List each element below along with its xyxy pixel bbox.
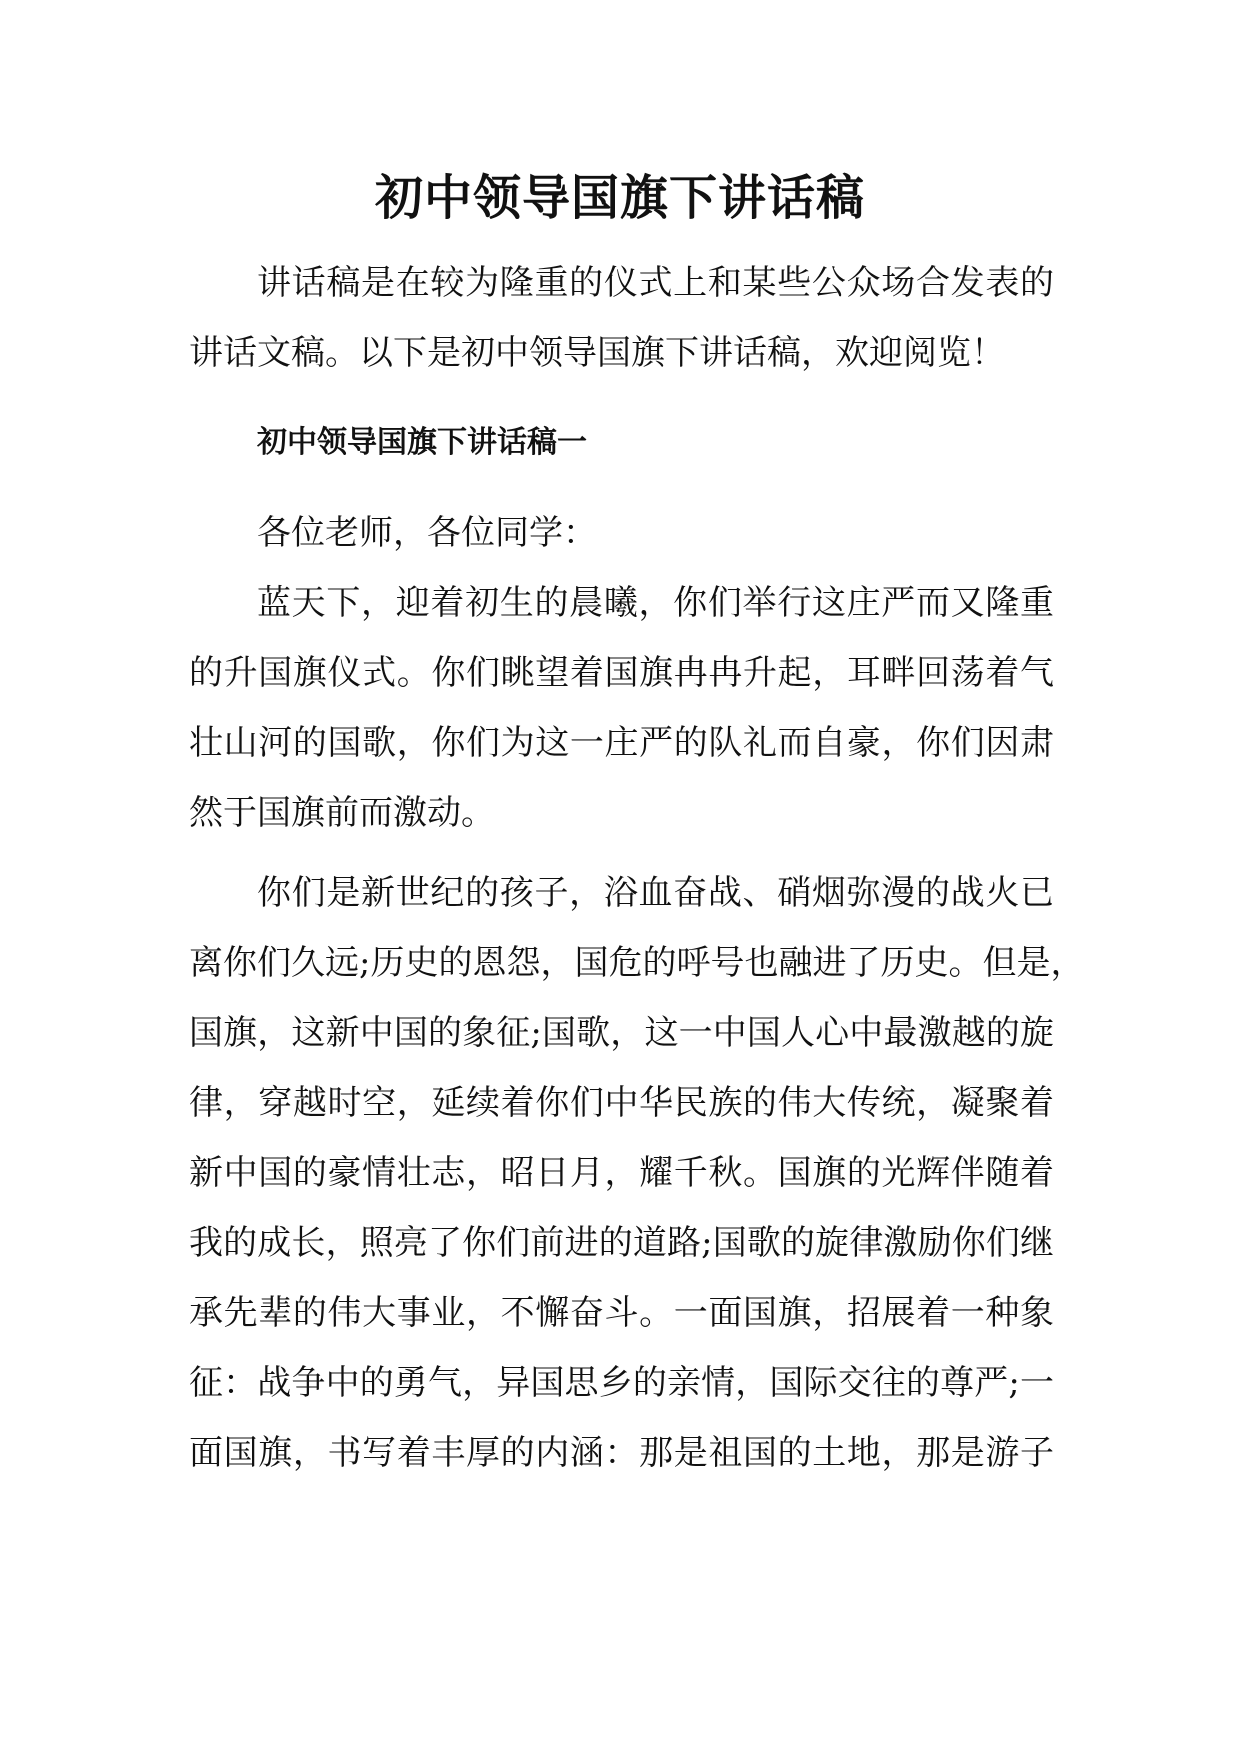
paragraph-line: 你们是新世纪的孩子，浴血奋战、硝烟弥漫的战火已 xyxy=(257,873,1054,913)
paragraph-line: 承先辈的伟大事业，不懈奋斗。一面国旗，招展着一种象 xyxy=(189,1293,1054,1333)
paragraph-line: 然于国旗前而激动。 xyxy=(189,793,495,833)
paragraph-line: 的升国旗仪式。你们眺望着国旗冉冉升起，耳畔回荡着气 xyxy=(189,653,1054,693)
paragraph-line: 面国旗，书写着丰厚的内涵：那是祖国的土地，那是游子 xyxy=(189,1433,1054,1473)
section-heading: 初中领导国旗下讲话稿一 xyxy=(257,425,587,460)
intro-line: 讲话稿是在较为隆重的仪式上和某些公众场合发表的 xyxy=(257,263,1054,303)
paragraph-line: 离你们久远;历史的恩怨，国危的呼号也融进了历史。但是， xyxy=(189,943,1085,983)
paragraph-line: 国旗，这新中国的象征;国歌，这一中国人心中最激越的旋 xyxy=(189,1013,1055,1053)
paragraph-line: 征：战争中的勇气，异国思乡的亲情，国际交往的尊严;一 xyxy=(189,1363,1054,1403)
intro-line: 讲话文稿。以下是初中领导国旗下讲话稿，欢迎阅览！ xyxy=(189,333,1005,373)
paragraph-line: 蓝天下，迎着初生的晨曦，你们举行这庄严而又隆重 xyxy=(257,583,1054,623)
greeting-line: 各位老师，各位同学： xyxy=(257,513,597,553)
paragraph-line: 我的成长，照亮了你们前进的道路;国歌的旋律激励你们继 xyxy=(189,1223,1055,1263)
paragraph-line: 律，穿越时空，延续着你们中华民族的伟大传统，凝聚着 xyxy=(189,1083,1054,1123)
paragraph-line: 壮山河的国歌，你们为这一庄严的队礼而自豪，你们因肃 xyxy=(189,723,1054,763)
paragraph-line: 新中国的豪情壮志，昭日月，耀千秋。国旗的光辉伴随着 xyxy=(189,1153,1054,1193)
document-title: 初中领导国旗下讲话稿 xyxy=(374,170,865,226)
